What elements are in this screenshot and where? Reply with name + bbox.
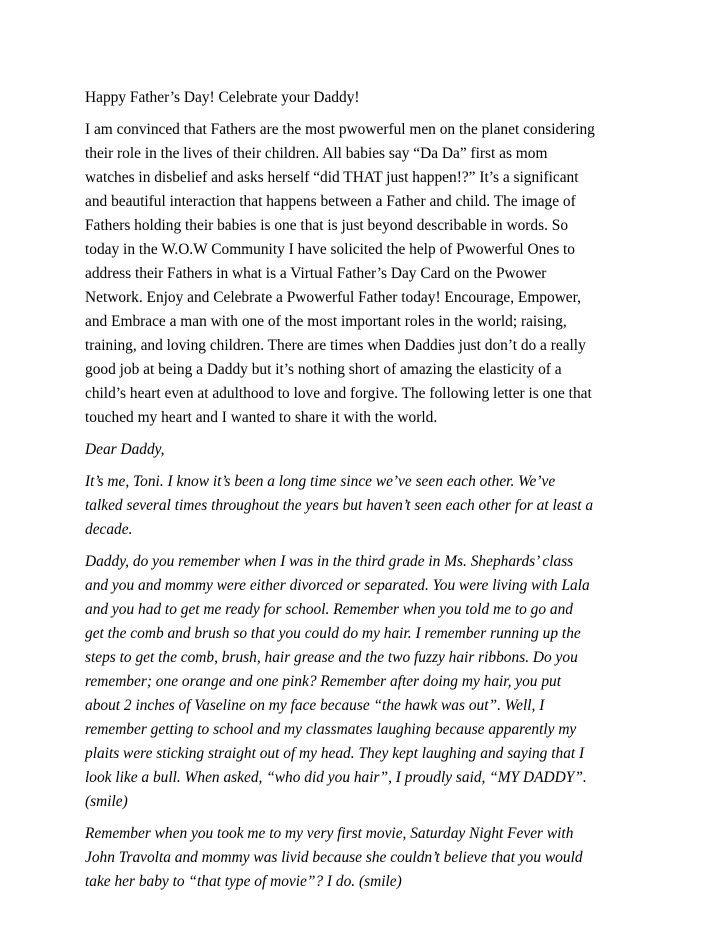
letter-line: steps to get the comb, brush, hair grease and the two fuzzy hair ribbons. Do you [85,649,578,666]
letter-paragraph-3 [85,822,650,894]
intro-line: and beautiful interaction that happens between a Father and child. The image of [85,193,576,210]
letter-salutation: Dear Daddy, [85,441,165,458]
letter-paragraph-2 [85,550,650,814]
intro-paragraph [85,118,650,430]
letter-line: John Travolta and mommy was livid because she couldn’t believe that you would [85,849,583,866]
intro-line: today in the W.O.W Community I have solicited the help of Pwowerful Ones to [85,241,576,258]
document-title: Happy Father’s Day! Celebrate your Daddy! [85,89,360,106]
letter-paragraph-1 [85,470,650,542]
intro-line: I am convinced that Fathers are the most pwowerful men on the planet considering [85,121,595,138]
intro-line: their role in the lives of their children. All babies say “Da Da” first as mom [85,145,548,162]
intro-line: address their Fathers in what is a Virtual Father’s Day Card on the Pwower [85,265,547,282]
letter-line: take her baby to “that type of movie”? I do. (smile) [85,873,402,890]
letter-line: Remember when you took me to my very first movie, Saturday Night Fever with [85,825,574,842]
letter-line: Daddy, do you remember when I was in the third grade in Ms. Shephards’ class [85,553,574,570]
letter-line: decade. [85,521,133,538]
letter-line: talked several times throughout the years but haven’t seen each other for at least a [85,497,594,514]
intro-line: watches in disbelief and asks herself “did THAT just happen!?” It’s a significant [85,169,579,186]
letter-line: plaits were sticking straight out of my head. They kept laughing and saying that I [85,745,585,762]
letter-line: get the comb and brush so that you could do my hair. I remember running up the [85,625,581,642]
intro-line: touched my heart and I wanted to share it with the world. [85,409,438,426]
intro-line: training, and loving children. There are times when Daddies just don’t do a really [85,337,586,354]
letter-line: and you and mommy were either divorced or separated. You were living with Lala [85,577,590,594]
intro-line: Network. Enjoy and Celebrate a Pwowerful Father today! Encourage, Empower, [85,289,581,306]
intro-line: child’s heart even at adulthood to love and forgive. The following letter is one that [85,385,592,402]
letter-line: look like a bull. When asked, “who did you hair”, I proudly said, “MY DADDY”. [85,769,587,786]
letter-line: and you had to get me ready for school. Remember when you told me to go and [85,601,573,618]
intro-line: good job at being a Daddy but it’s nothing short of amazing the elasticity of a [85,361,562,378]
letter-line: about 2 inches of Vaseline on my face because “the hawk was out”. Well, I [85,697,545,714]
intro-line: Fathers holding their babies is one that is just beyond describable in words. So [85,217,569,234]
document-body [85,86,650,902]
intro-line: and Embrace a man with one of the most important roles in the world; raising, [85,313,567,330]
letter-line: (smile) [85,793,128,810]
letter-line: remember getting to school and my classmates laughing because apparently my [85,721,577,738]
letter-line: It’s me, Toni. I know it’s been a long time since we’ve seen each other. We’ve [85,473,556,490]
letter-line: remember; one orange and one pink? Remember after doing my hair, you put [85,673,562,690]
